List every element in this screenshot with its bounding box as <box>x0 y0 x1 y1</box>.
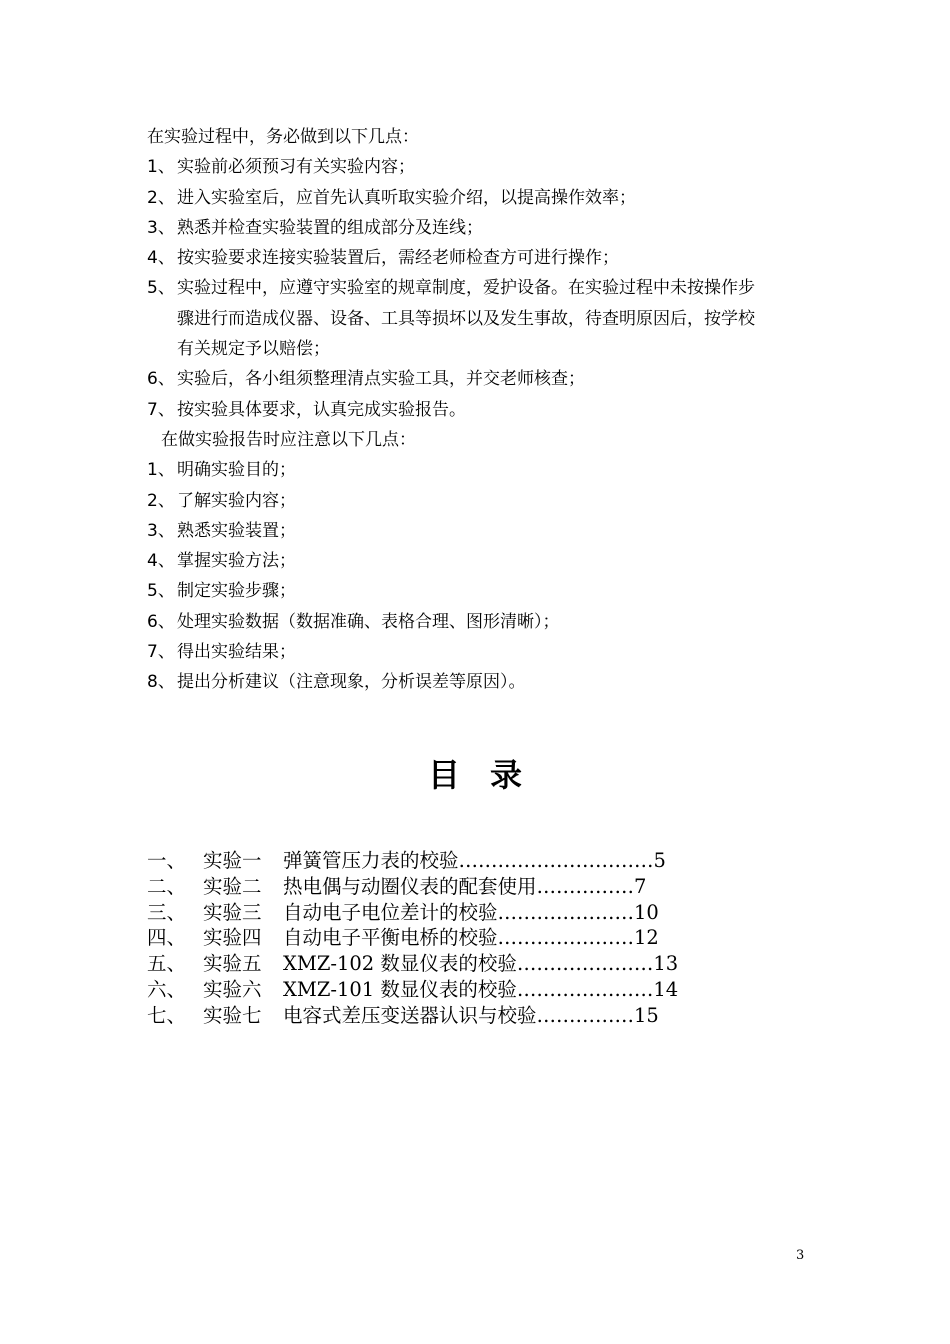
toc-title: 目录 <box>427 756 552 794</box>
rule-item: 1、 实验前必须预习有关实验内容； <box>147 157 415 178</box>
report-item: 8、 提出分析建议（注意现象，分析误差等原因）。 <box>147 672 526 693</box>
page-number: 3 <box>796 1248 805 1263</box>
report-item: 7、 得出实验结果； <box>147 642 296 663</box>
rule-item-continuation: 有关规定予以赔偿； <box>177 339 330 360</box>
report-item: 4、 掌握实验方法； <box>147 551 296 572</box>
toc-entry[interactable]: 三、 实验三 自动电子电位差计的校验…………………10 <box>147 900 659 924</box>
report-item: 3、 熟悉实验装置； <box>147 520 296 541</box>
instructions-heading: 在实验过程中，务必做到以下几点： <box>147 127 419 147</box>
report-item: 5、 制定实验步骤； <box>147 581 296 602</box>
report-item: 6、 处理实验数据（数据准确、表格合理、图形清晰）； <box>147 611 560 632</box>
toc-entry[interactable]: 五、 实验五 XMZ-102 数显仪表的校验…………………13 <box>147 952 679 976</box>
rule-item: 6、 实验后，各小组须整理清点实验工具，并交老师核查； <box>147 369 585 390</box>
rule-item: 4、 按实验要求连接实验装置后，需经老师检查方可进行操作； <box>147 248 619 269</box>
rule-item: 2、 进入实验室后，应首先认真听取实验介绍，以提高操作效率； <box>147 187 636 208</box>
rule-item: 7、 按实验具体要求，认真完成实验报告。 <box>147 399 466 420</box>
report-item: 1、 明确实验目的； <box>147 460 296 481</box>
rule-item: 3、 熟悉并检查实验装置的组成部分及连线； <box>147 217 483 238</box>
report-heading: 在做实验报告时应注意以下几点： <box>161 429 416 450</box>
report-item: 2、 了解实验内容； <box>147 490 296 511</box>
toc-entry[interactable]: 七、 实验七 电容式差压变送器认识与校验……………15 <box>147 1003 659 1027</box>
instructions-section <box>147 122 827 698</box>
toc-entry[interactable]: 四、 实验四 自动电子平衡电桥的校验…………………12 <box>147 926 659 950</box>
rule-item: 5、 实验过程中，应遵守实验室的规章制度，爱护设备。在实验过程中未按操作步 <box>147 278 755 299</box>
rule-item-continuation: 骤进行而造成仪器、设备、工具等损坏以及发生事故，待查明原因后，按学校 <box>177 308 755 329</box>
toc-entry[interactable]: 六、 实验六 XMZ-101 数显仪表的校验…………………14 <box>147 977 679 1001</box>
table-of-contents <box>147 848 707 1029</box>
toc-entry[interactable]: 一、 实验一 弹簧管压力表的校验…………………………5 <box>147 849 666 872</box>
toc-entry[interactable]: 二、 实验二 热电偶与动圈仪表的配套使用……………7 <box>147 874 647 898</box>
